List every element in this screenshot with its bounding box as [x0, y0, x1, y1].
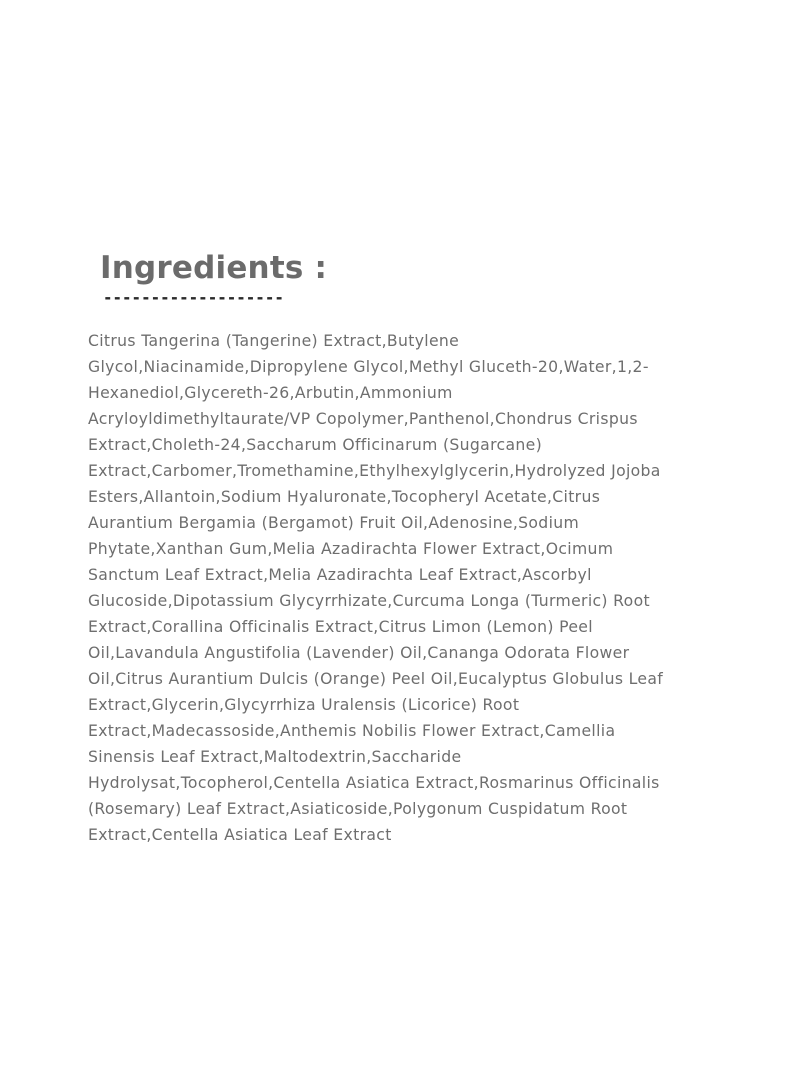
ingredients-line: Glucoside,Dipotassium Glycyrrhizate,Curcuma Longa (Turmeric) Root — [88, 591, 650, 610]
ingredients-line: Phytate,Xanthan Gum,Melia Azadirachta Flower Extract,Ocimum — [88, 539, 614, 558]
ingredients-line: Hexanediol,Glycereth-26,Arbutin,Ammonium — [88, 383, 453, 402]
ingredients-line: Acryloyldimethyltaurate/VP Copolymer,Panthenol,Chondrus Crispus — [88, 409, 638, 428]
ingredients-line: (Rosemary) Leaf Extract,Asiaticoside,Polygonum Cuspidatum Root — [88, 799, 628, 818]
ingredients-line: Oil,Lavandula Angustifolia (Lavender) Oil,Cananga Odorata Flower — [88, 643, 630, 662]
ingredients-line: Extract,Choleth-24,Saccharum Officinarum (Sugarcane) — [88, 435, 543, 454]
ingredients-line: Extract,Glycerin,Glycyrrhiza Uralensis (Licorice) Root — [88, 695, 520, 714]
ingredients-line: Sanctum Leaf Extract,Melia Azadirachta Leaf Extract,Ascorbyl — [88, 565, 592, 584]
ingredients-line: Aurantium Bergamia (Bergamot) Fruit Oil,Adenosine,Sodium — [88, 513, 580, 532]
heading-divider: ------------------- — [103, 288, 284, 308]
ingredients-line: Extract,Madecassoside,Anthemis Nobilis Flower Extract,Camellia — [88, 721, 616, 740]
ingredients-heading: Ingredients : — [100, 250, 328, 286]
ingredients-list — [88, 328, 728, 848]
ingredients-line: Esters,Allantoin,Sodium Hyaluronate,Tocopheryl Acetate,Citrus — [88, 487, 601, 506]
ingredients-line: Extract,Carbomer,Tromethamine,Ethylhexylglycerin,Hydrolyzed Jojoba — [88, 461, 661, 480]
ingredients-line: Oil,Citrus Aurantium Dulcis (Orange) Peel Oil,Eucalyptus Globulus Leaf — [88, 669, 664, 688]
ingredients-line: Hydrolysat,Tocopherol,Centella Asiatica Extract,Rosmarinus Officinalis — [88, 773, 660, 792]
ingredients-line: Extract,Centella Asiatica Leaf Extract — [88, 825, 392, 844]
ingredients-line: Extract,Corallina Officinalis Extract,Citrus Limon (Lemon) Peel — [88, 617, 593, 636]
ingredients-line: Glycol,Niacinamide,Dipropylene Glycol,Methyl Gluceth-20,Water,1,2- — [88, 357, 649, 376]
ingredients-line: Citrus Tangerina (Tangerine) Extract,Butylene — [88, 331, 460, 350]
ingredients-line: Sinensis Leaf Extract,Maltodextrin,Saccharide — [88, 747, 462, 766]
